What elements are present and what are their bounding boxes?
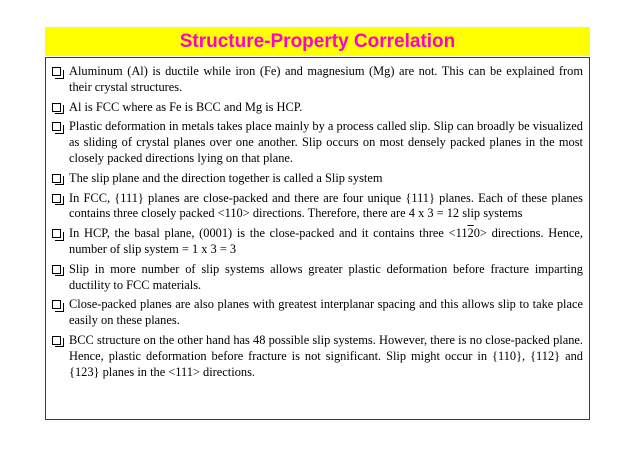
list-item bbox=[52, 171, 583, 187]
bullet-text: Slip in more number of slip systems allows greater plastic deformation before fracture imparting ductility to FCC materials. bbox=[69, 261, 583, 292]
slide-title: Structure-Property Correlation bbox=[179, 30, 456, 52]
checkbox-icon bbox=[52, 103, 61, 112]
bullet-text: Al is FCC where as Fe is BCC and Mg is HCP. bbox=[69, 99, 303, 114]
list-item bbox=[52, 191, 583, 223]
list-item bbox=[52, 119, 583, 166]
list-item bbox=[52, 226, 583, 258]
bullet-list bbox=[52, 64, 583, 380]
checkbox-icon bbox=[52, 122, 61, 131]
bullet-text: Aluminum (Al) is ductile while iron (Fe) and magnesium (Mg) are not. This can be explained from their crystal structures. bbox=[69, 64, 583, 94]
checkbox-icon bbox=[52, 67, 61, 76]
checkbox-icon bbox=[52, 229, 61, 238]
list-item bbox=[52, 262, 583, 294]
checkbox-icon bbox=[52, 174, 61, 183]
list-item bbox=[52, 100, 583, 116]
title-bar bbox=[45, 27, 590, 56]
miller-index-overbar-digit: 2 bbox=[467, 226, 474, 241]
list-item bbox=[52, 64, 583, 96]
list-item bbox=[52, 333, 583, 380]
bullet-text: In FCC, {111} planes are close-packed and there are four unique {111} planes. Each of these planes contains three closely packed <110> directions. Therefore, there are 4 x 3 = 12 slip systems bbox=[69, 190, 583, 221]
checkbox-icon bbox=[52, 336, 61, 345]
bullet-text: BCC structure on the other hand has 48 possible slip systems. However, there is no close-packed plane. Hence, plastic deformation before fracture is not significant. Slip might occur in {110}, {112} and {123} planes in the <111> directions. bbox=[69, 332, 583, 379]
checkbox-icon bbox=[52, 300, 61, 309]
hcp-text-before: In HCP, the basal plane, (0001) is the close-packed and it contains three <11 bbox=[69, 226, 468, 241]
checkbox-icon bbox=[52, 265, 61, 274]
bullet-text: Plastic deformation in metals takes place mainly by a process called slip. Slip can broadly be visualized as sliding of crystal planes over one another. Slip occurs on most densely packed planes in the most closely packed directions lying on that plane. bbox=[69, 119, 583, 165]
content-box bbox=[45, 57, 590, 420]
bullet-text-hcp bbox=[69, 226, 583, 258]
bullet-text: Close-packed planes are also planes with greatest interplanar spacing and this allows slip to take place easily on these planes. bbox=[69, 297, 583, 328]
checkbox-icon bbox=[52, 194, 61, 203]
hcp-text-after: 0> directions. Hence, number of slip system = 1 x 3 = 3 bbox=[69, 226, 583, 256]
bullet-text: The slip plane and the direction together is called a Slip system bbox=[69, 170, 383, 185]
list-item bbox=[52, 297, 583, 329]
